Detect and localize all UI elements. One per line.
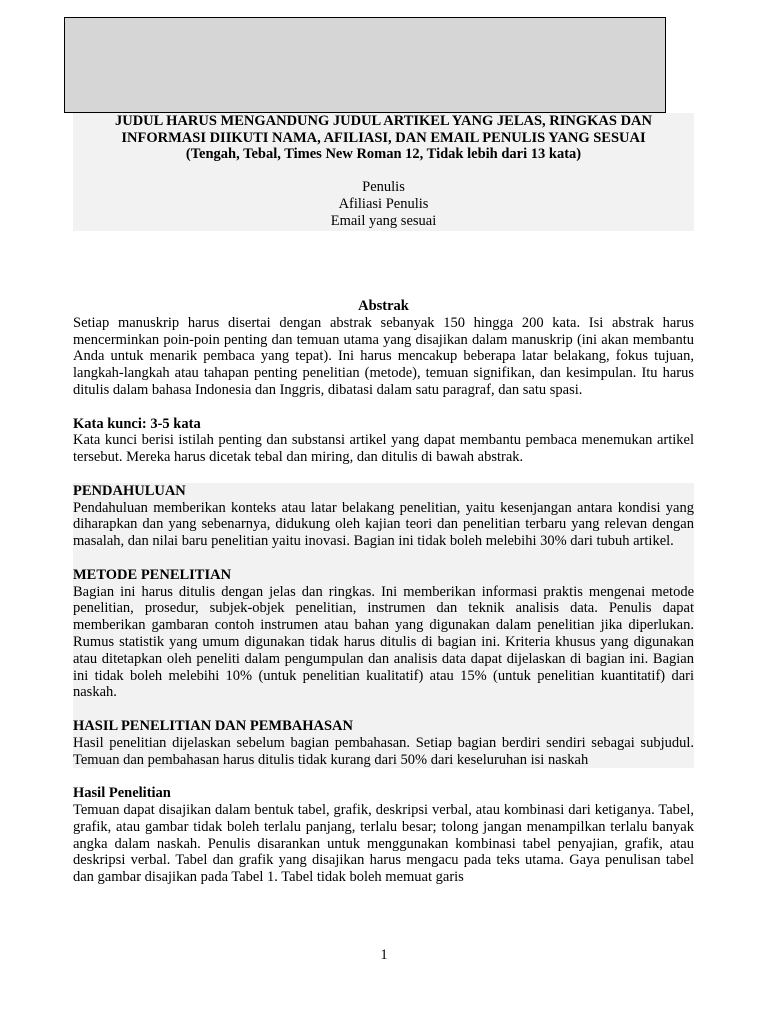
- section-heading: HASIL PENELITIAN DAN PEMBAHASAN: [73, 717, 353, 734]
- page-number: 1: [380, 947, 388, 963]
- author-affiliation: Afiliasi Penulis: [338, 196, 429, 213]
- abstract-text: Setiap manuskrip harus disertai dengan abstrak sebanyak 150 hingga 200 kata. Isi abstrak harus mencerminkan poin-poin penting dan temuan utama yang disajikan dalam manuskrip (ini akan membantu Anda untuk menarik pembaca yang tepat). Ini harus mencakup beberapa latar belakang, fokus tujuan, langkah-langkah atau tahapan penting penelitian (metode), temuan signifikan, dan kesimpulan. Itu harus ditulis dalam bahasa Indonesia dan Inggris, dibatasi dalam satu paragraf, dan satu spasi.: [73, 314, 694, 398]
- section-text: Pendahuluan memberikan konteks atau latar belakang penelitian, yaitu kesenjangan antara kondisi yang diharapkan dan yang sebenarnya, didukung oleh kajian teori dan penelitian terbaru yang relevan dengan masalah, dan nilai baru penelitian yaitu inovasi. Bagian ini tidak boleh melebihi 30% dari tubuh artikel.: [73, 499, 694, 550]
- subsection-heading: Hasil Penelitian: [73, 785, 171, 802]
- abstract-heading: Abstrak: [358, 298, 409, 314]
- section-text: Bagian ini harus ditulis dengan jelas dan ringkas. Ini memberikan informasi praktis mengenai metode penelitian, prosedur, subjek-objek penelitian, instrumen dan teknik analisis data. Penulis dapat memberikan gambaran contoh instrumen atau bahan yang digunakan dalam penelitian jika diperlukan. Rumus statistik yang umum digunakan tidak harus ditulis di bagian ini. Kriteria khusus yang digunakan atau ditetapkan oleh peneliti dalam pengumpulan dan analisis data dapat dijelaskan di bagian ini. Bagian ini tidak boleh melebihi 10% (untuk penelitian kualitatif) atau 15% (untuk penelitian kuantitatif) dari naskah.: [73, 583, 694, 701]
- section-text: Hasil penelitian dijelaskan sebelum bagian pembahasan. Setiap bagian berdiri sendiri sebagai subjudul. Temuan dan pembahasan harus ditulis tidak kurang dari 50% dari keseluruhan isi naskah: [73, 734, 694, 768]
- section-heading: PENDAHULUAN: [73, 482, 186, 499]
- section-pendahuluan: [73, 483, 694, 769]
- author-info: [73, 179, 694, 230]
- author-email: Email yang sesuai: [330, 213, 437, 230]
- author-name: Penulis: [362, 179, 405, 196]
- subsection-text: Temuan dapat disajikan dalam bentuk tabel, grafik, deskripsi verbal, atau kombinasi dari ketiganya. Tabel, grafik, atau gambar tidak boleh terlalu panjang, terlalu besar; tolong jangan menampilkan terlalu banyak angka dalam naskah. Penulis disarankan untuk menggunakan kombinasi tabel penyajian, grafik, atau deskripsi verbal. Tabel dan grafik yang disajikan harus mengacu pada teks utama. Gaya penulisan tabel dan gambar disajikan pada Tabel 1. Tabel tidak boleh memuat garis: [73, 801, 694, 886]
- document-body: [73, 298, 694, 886]
- article-title-line-1: JUDUL HARUS MENGANDUNG JUDUL ARTIKEL YANG JELAS, RINGKAS DAN: [114, 113, 652, 129]
- header-image-placeholder: [64, 17, 666, 113]
- title-format-note: (Tengah, Tebal, Times New Roman 12, Tidak lebih dari 13 kata): [185, 146, 582, 163]
- keywords-text: Kata kunci berisi istilah penting dan substansi artikel yang dapat membantu pembaca menemukan artikel tersebut. Mereka harus dicetak tebal dan miring, dan ditulis di bawah abstrak.: [73, 432, 694, 466]
- section-heading: METODE PENELITIAN: [73, 566, 232, 583]
- title-block: [73, 113, 694, 231]
- article-title-line-2: INFORMASI DIIKUTI NAMA, AFILIASI, DAN EMAIL PENULIS YANG SESUAI: [121, 129, 646, 146]
- keywords-heading: Kata kunci: 3-5 kata: [73, 415, 201, 432]
